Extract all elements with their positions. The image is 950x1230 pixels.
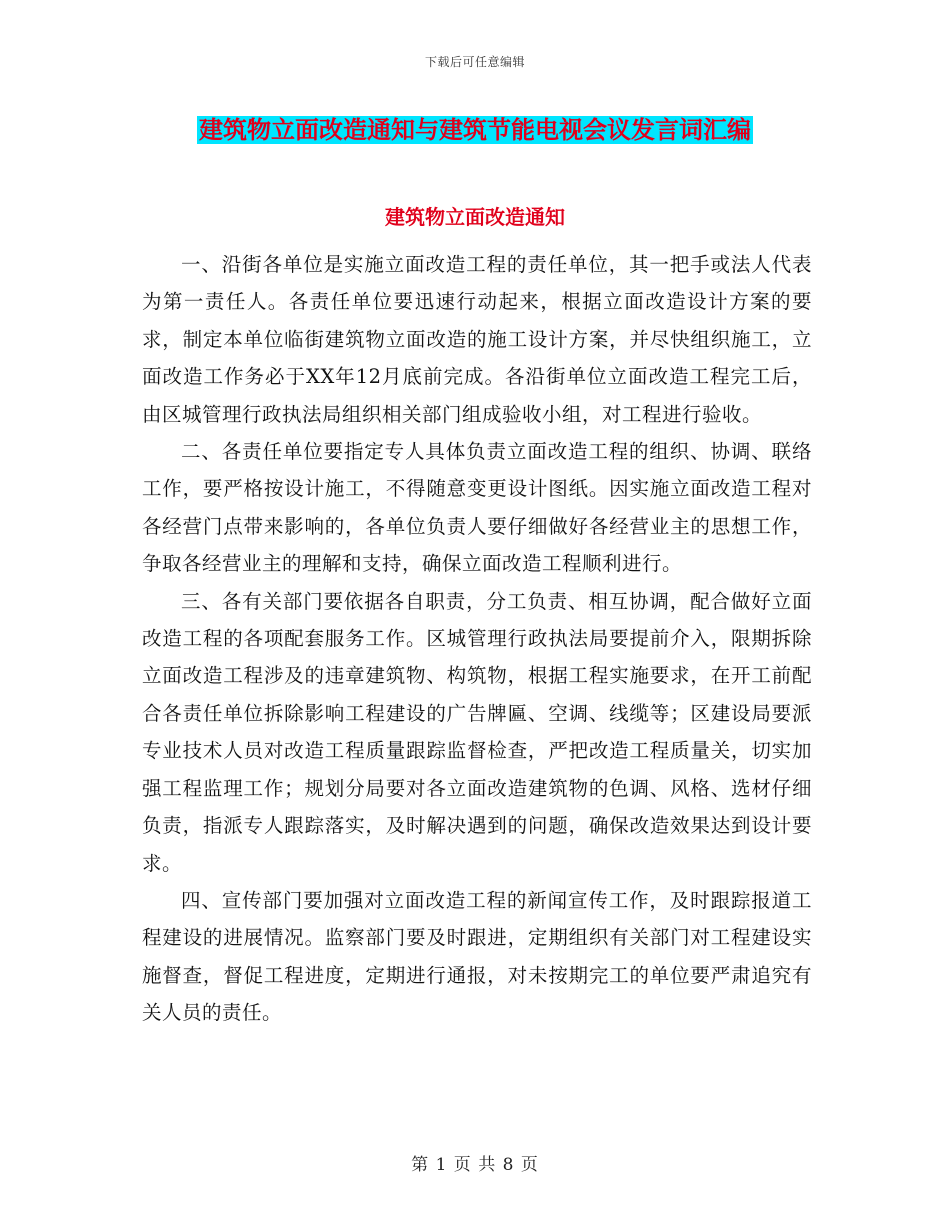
paragraph-1: 一、沿街各单位是实施立面改造工程的责任单位，其一把手或法人代表为第一责任人。各责任单位要迅速行动起来，根据立面改造设计方案的要求，制定本单位临街建筑物立面改造的施工设计方案，并尽快组织施工，立面改造工作务必于XX年12月底前完成。各沿街单位立面改造工程完工后，由区城管理行政执法局组织相关部门组成验收小组，对工程进行验收。 [142, 253, 812, 426]
page-number-footer: 第 1 页 共 8 页 [411, 1155, 539, 1175]
paragraph-4: 四、宣传部门要加强对立面改造工程的新闻宣传工作，及时跟踪报道工程建设的进展情况。监察部门要及时跟进，定期组织有关部门对工程建设实施督查，督促工程进度，定期进行通报，对未按期完工的单位要严肃追究有关人员的责任。 [142, 888, 812, 1025]
section-title: 建筑物立面改造通知 [385, 205, 565, 229]
paragraph-3: 三、各有关部门要依据各自职责，分工负责、相互协调，配合做好立面改造工程的各项配套服务工作。区城管理行政执法局要提前介入，限期拆除立面改造工程涉及的违章建筑物、构筑物，根据工程实施要求，在开工前配合各责任单位拆除影响工程建设的广告牌匾、空调、线缆等；区建设局要派专业技术人员对改造工程质量跟踪监督检查，严把改造工程质量关，切实加强工程监理工作；规划分局要对各立面改造建筑物的色调、风格、选材仔细负责，指派专人跟踪落实，及时解决遇到的问题，确保改造效果达到设计要求。 [142, 589, 812, 875]
document-title [0, 112, 950, 148]
document-title-text: 建筑物立面改造通知与建筑节能电视会议发言词汇编 [199, 116, 751, 144]
page-header-note: 下载后可任意编辑 [424, 55, 525, 69]
paragraph-2: 二、各责任单位要指定专人具体负责立面改造工程的组织、协调、联络工作，要严格按设计施工，不得随意变更设计图纸。因实施立面改造工程对各经营门点带来影响的，各单位负责人要仔细做好各经营业主的思想工作，争取各经营业主的理解和支持，确保立面改造工程顺利进行。 [142, 440, 812, 576]
document-body [142, 246, 812, 1032]
